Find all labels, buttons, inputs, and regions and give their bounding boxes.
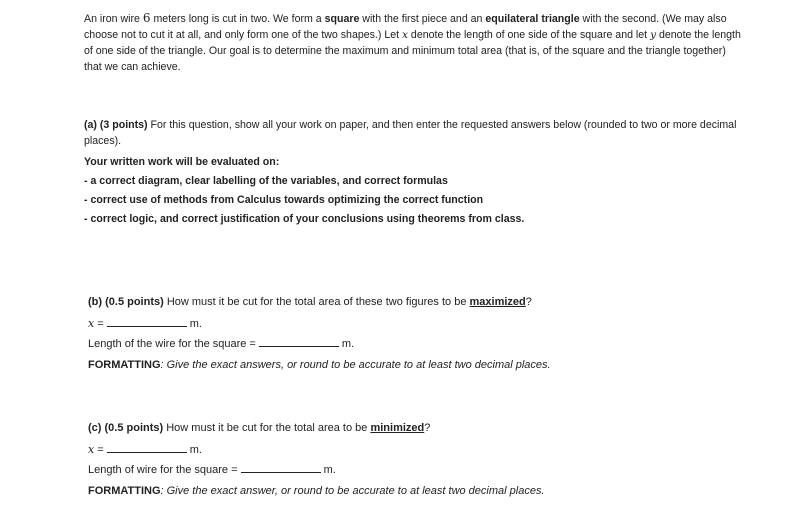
criterion-diagram: - a correct diagram, clear labelling of the variables, and correct formulas: [84, 175, 448, 187]
part-a-label: (a) (3 points): [84, 119, 148, 131]
part-a-text: For this question, show all your work on paper, and then enter the requested answers below (rounded to two or more decimal places).: [84, 119, 737, 147]
part-c: [88, 418, 748, 502]
part-c-wire-input[interactable]: [241, 460, 321, 473]
criterion-logic: - correct logic, and correct justification of your conclusions using theorems from class.: [84, 213, 525, 225]
part-b-keyword: maximized: [469, 296, 526, 308]
part-c-eq: =: [94, 444, 107, 456]
criterion-calculus: - correct use of methods from Calculus towards optimizing the correct function: [84, 194, 484, 206]
part-b-x-unit: m.: [189, 318, 202, 330]
part-c-question: [88, 418, 748, 439]
square-word: square: [324, 13, 360, 25]
part-b-eq: =: [94, 318, 107, 330]
part-c-wire-label: Length of wire for the square =: [88, 464, 241, 476]
part-b-question: [88, 292, 748, 313]
part-b-formatting-label: FORMATTING: [88, 359, 161, 371]
part-c-label: (c) (0.5 points): [88, 422, 164, 434]
part-c-x-unit: m.: [189, 444, 202, 456]
part-c-formatting: [88, 481, 748, 502]
part-b-x-row: [88, 313, 748, 334]
evaluation-criteria: [84, 153, 744, 229]
evaluated-heading: Your written work will be evaluated on:: [84, 156, 280, 168]
part-b-label: (b) (0.5 points): [88, 296, 164, 308]
triangle-word: equilateral triangle: [485, 13, 580, 25]
intro-text-3: with the first piece and an: [359, 13, 486, 25]
intro-text-4: with the second. (We may also choose not to cut it at all, and only form one of the two shapes.) Let: [84, 13, 727, 41]
part-c-x-input[interactable]: [107, 440, 187, 453]
part-b-wire-label: Length of the wire for the square =: [88, 338, 259, 350]
wire-length-value: 6: [142, 11, 151, 25]
part-c-x-label: x: [88, 443, 95, 456]
part-c-keyword: minimized: [370, 422, 425, 434]
part-b-wire-unit: m.: [341, 338, 355, 350]
part-c-text: How must it be cut for the total area to be: [163, 422, 371, 434]
problem-statement: [84, 10, 744, 75]
variable-y: y: [650, 29, 657, 41]
part-c-formatting-text: : Give the exact answer, or round to be accurate to at least two decimal places.: [160, 485, 545, 497]
part-c-formatting-label: FORMATTING: [88, 485, 161, 497]
part-b-wire-row: [88, 334, 748, 355]
intro-text-2: meters long is cut in two. We form a: [150, 13, 325, 25]
part-b-end: ?: [525, 296, 532, 308]
part-b-wire-input[interactable]: [259, 334, 339, 347]
part-c-wire-unit: m.: [323, 464, 336, 476]
part-c-end: ?: [424, 422, 431, 434]
part-a-instructions: [84, 117, 744, 149]
part-c-wire-row: [88, 460, 748, 481]
intro-text-6: denote the length of one side of the triangle. Our goal is to determine the maximum and minimum total area (that is, of the square and the triangle together) that we can achieve.: [84, 29, 741, 73]
part-b-text: How must it be cut for the total area of these two figures to be: [163, 296, 470, 308]
part-b: [88, 292, 748, 376]
part-b-formatting-text: : Give the exact answers, or round to be accurate to at least two decimal places.: [160, 359, 551, 371]
variable-x: x: [402, 29, 408, 41]
intro-text-1: An iron wire: [84, 13, 143, 25]
part-b-formatting: [88, 355, 748, 376]
part-c-x-row: [88, 439, 748, 460]
part-b-x-label: x: [88, 317, 95, 330]
intro-text-5: denote the length of one side of the square and let: [407, 29, 651, 41]
part-b-x-input[interactable]: [107, 314, 187, 327]
part-a: [84, 117, 744, 229]
